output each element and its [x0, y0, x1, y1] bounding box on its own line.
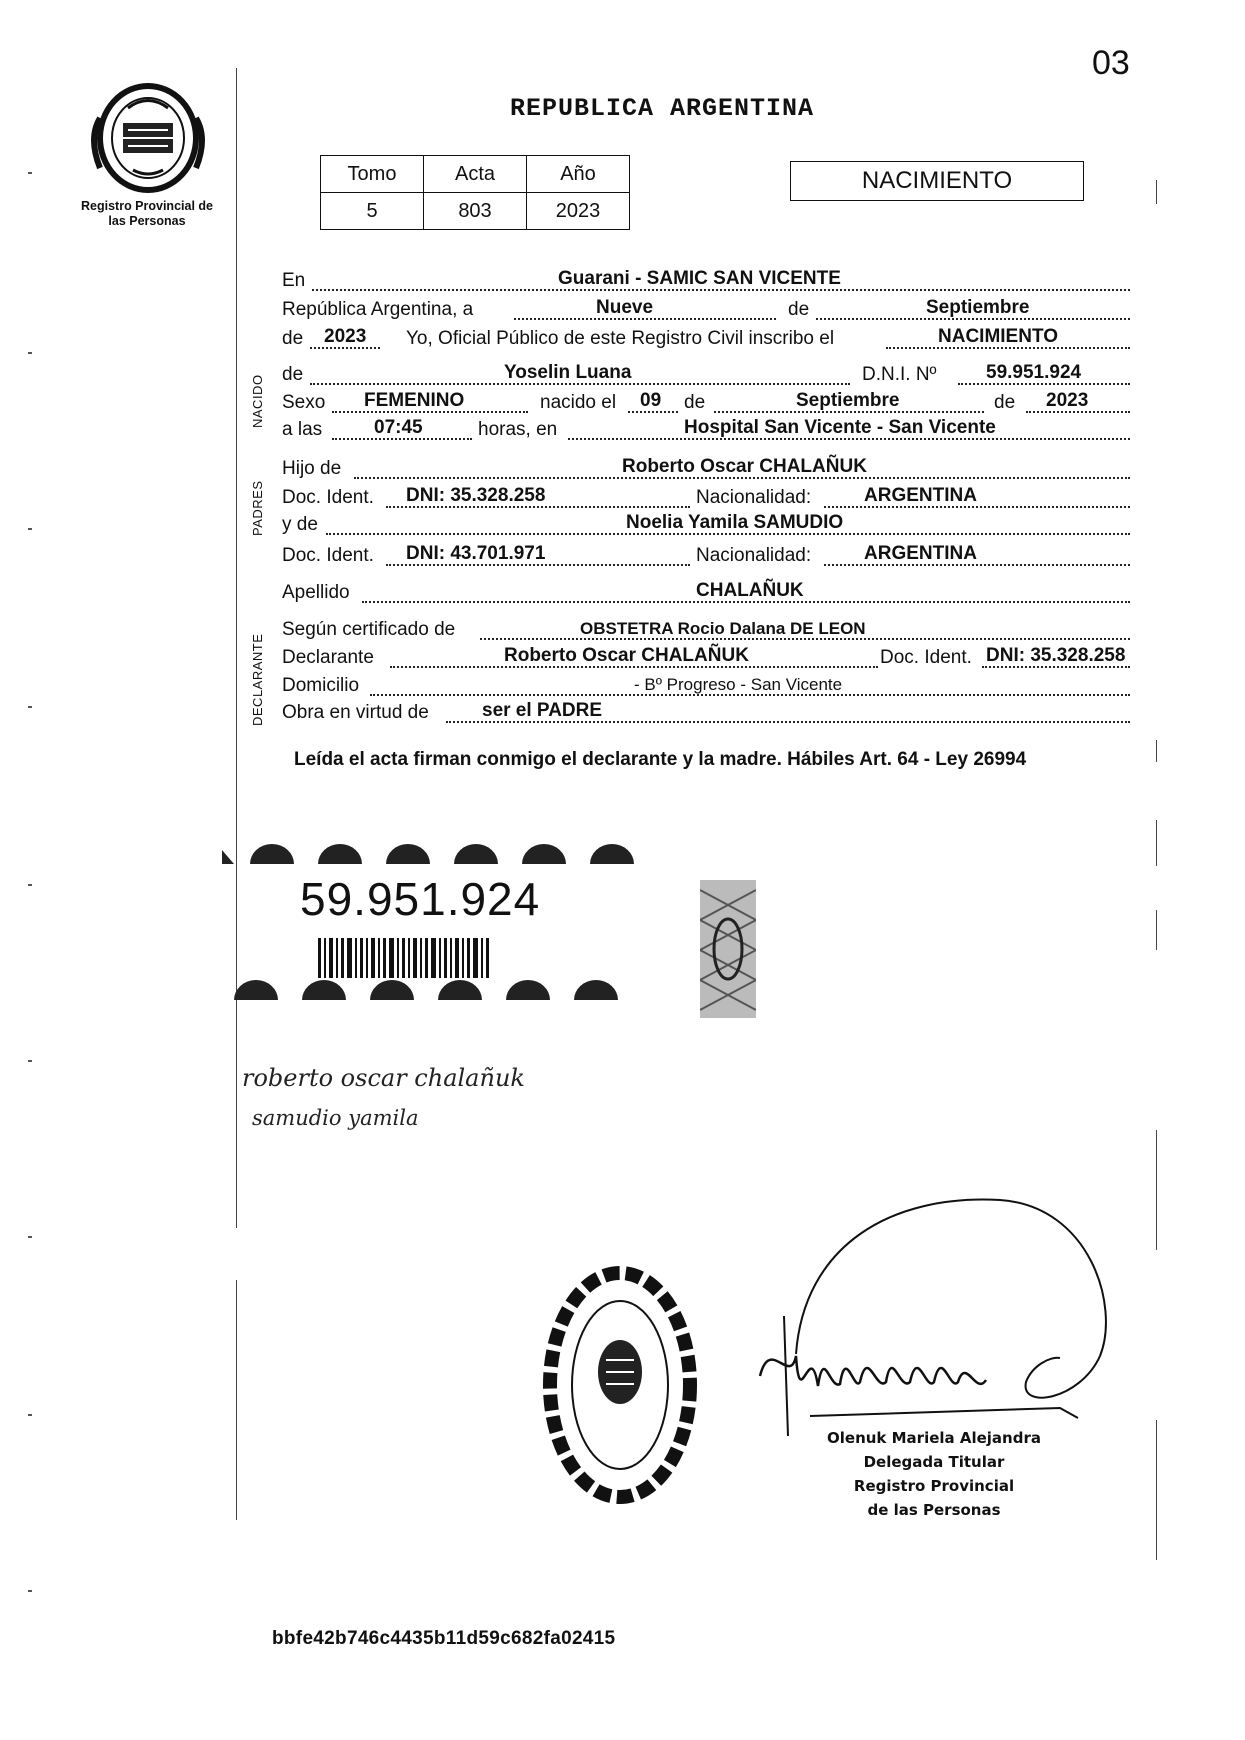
label-de-anio: de	[282, 328, 304, 349]
label-segun: Según certificado de	[282, 619, 456, 640]
act-type-box: NACIMIENTO	[790, 161, 1084, 201]
margin-rule-lower	[236, 1280, 237, 1520]
value-dia-nacimiento: 09	[640, 390, 662, 411]
document-hash: bbfe42b746c4435b11d59c682fa02415	[272, 1628, 616, 1649]
label-dni: D.N.I. Nº	[862, 364, 937, 385]
right-margin-mark	[1156, 910, 1157, 950]
official-office-2: de las Personas	[867, 1501, 1001, 1519]
row-declarante	[282, 645, 1130, 671]
official-round-stamp	[540, 1260, 700, 1510]
row-madre	[282, 512, 1130, 538]
row-padre	[282, 456, 1130, 482]
margin-tick	[28, 884, 32, 886]
value-sexo: FEMENINO	[364, 390, 465, 411]
row-sexo	[282, 390, 1130, 416]
label-horas-en: horas, en	[478, 419, 558, 440]
label-madre-nacionalidad: Nacionalidad:	[696, 545, 812, 566]
value-certificado: OBSTETRA Rocio Dalana DE LEON	[580, 619, 866, 638]
margin-tick	[28, 1060, 32, 1062]
value-obra: ser el PADRE	[482, 700, 603, 721]
register-header-tomo: Tomo	[321, 156, 424, 193]
margin-tick	[28, 706, 32, 708]
value-hora: 07:45	[374, 417, 423, 438]
row-hora-lugar	[282, 417, 1130, 443]
value-dni: 59.951.924	[986, 362, 1082, 383]
hologram-stamp	[700, 880, 756, 1018]
label-nacido-el: nacido el	[540, 392, 617, 413]
value-anio-inscripcion: 2023	[324, 326, 367, 347]
register-value-acta: 803	[424, 193, 527, 230]
row-acto	[282, 326, 1130, 352]
section-label-padres: PADRES	[250, 480, 265, 536]
label-declarante: Declarante	[282, 647, 374, 668]
margin-tick	[28, 1236, 32, 1238]
handwritten-signature-father: roberto oscar chalañuk	[242, 1064, 525, 1092]
margin-tick	[28, 528, 32, 530]
label-de-nombre: de	[282, 364, 304, 385]
value-dia-inscripcion: Nueve	[596, 297, 654, 318]
section-label-declarante: DECLARANTE	[250, 633, 265, 726]
value-domicilio: - Bº Progreso - San Vicente	[634, 675, 843, 694]
margin-tick	[28, 1590, 32, 1592]
provincial-seal-logo	[78, 78, 218, 198]
right-margin-mark	[1156, 1420, 1157, 1560]
label-declarante-doc: Doc. Ident.	[880, 647, 972, 668]
register-header-acta: Acta	[424, 156, 527, 193]
document-title: REPUBLICA ARGENTINA	[510, 94, 815, 123]
official-office-1: Registro Provincial	[853, 1477, 1015, 1495]
row-fecha-inscripcion	[282, 297, 1130, 323]
value-lugar-nacimiento: Hospital San Vicente - San Vicente	[684, 417, 996, 438]
page-number: 03	[1092, 44, 1130, 82]
label-hijo-de: Hijo de	[282, 458, 342, 479]
handwritten-signature-mother: samudio yamila	[252, 1106, 419, 1130]
row-certificado	[282, 617, 1130, 643]
value-padre-nacionalidad: ARGENTINA	[864, 485, 977, 506]
official-role: Delegada Titular	[863, 1453, 1005, 1471]
label-madre-doc: Doc. Ident.	[282, 545, 374, 566]
right-margin-mark	[1156, 1130, 1157, 1250]
register-table	[320, 155, 630, 230]
legal-text: Leída el acta firman conmigo el declarante y la madre. Hábiles Art. 64 - Ley 26994	[294, 749, 1027, 770]
value-acto: NACIMIENTO	[938, 326, 1058, 347]
label-apellido: Apellido	[282, 582, 350, 603]
right-margin-mark	[1156, 180, 1157, 204]
row-madre-doc	[282, 543, 1130, 569]
register-value-tomo: 5	[321, 193, 424, 230]
label-padre-doc: Doc. Ident.	[282, 487, 374, 508]
label-republica: República Argentina, a	[282, 299, 474, 320]
value-padre: Roberto Oscar CHALAÑUK	[622, 456, 867, 477]
value-lugar: Guarani - SAMIC SAN VICENTE	[558, 268, 841, 289]
row-obra	[282, 700, 1130, 726]
label-y-de: y de	[282, 514, 318, 535]
right-margin-mark	[1156, 820, 1157, 866]
value-anio-nacimiento: 2023	[1046, 390, 1089, 411]
value-mes-inscripcion: Septiembre	[926, 297, 1030, 318]
margin-tick	[28, 172, 32, 174]
label-de2: de	[684, 392, 706, 413]
official-name: Olenuk Mariela Alejandra	[827, 1429, 1041, 1447]
row-nombre	[282, 362, 1130, 388]
value-nombre: Yoselin Luana	[504, 362, 632, 383]
register-value-anio: 2023	[527, 193, 630, 230]
official-block	[814, 1426, 1054, 1522]
row-padre-doc	[282, 485, 1130, 511]
label-domicilio: Domicilio	[282, 675, 360, 696]
row-lugar	[282, 268, 1130, 294]
dni-label-pattern	[222, 840, 667, 1020]
label-de3: de	[994, 392, 1016, 413]
value-madre: Noelia Yamila SAMUDIO	[626, 512, 844, 533]
label-obra: Obra en virtud de	[282, 702, 429, 723]
label-sexo: Sexo	[282, 392, 326, 413]
value-declarante-doc: DNI: 35.328.258	[986, 645, 1126, 666]
margin-tick	[28, 1414, 32, 1416]
official-signature	[700, 1186, 1120, 1446]
row-domicilio	[282, 673, 1130, 699]
value-madre-nacionalidad: ARGENTINA	[864, 543, 977, 564]
value-mes-nacimiento: Septiembre	[796, 390, 900, 411]
right-margin-mark	[1156, 740, 1157, 762]
margin-tick	[28, 352, 32, 354]
value-padre-doc: DNI: 35.328.258	[406, 485, 546, 506]
label-de: de	[788, 299, 810, 320]
label-en: En	[282, 270, 306, 291]
row-apellido	[282, 580, 1130, 606]
value-madre-doc: DNI: 43.701.971	[406, 543, 546, 564]
value-apellido: CHALAÑUK	[696, 580, 804, 601]
margin-rule	[236, 68, 237, 1228]
value-declarante: Roberto Oscar CHALAÑUK	[504, 645, 749, 666]
dni-label-number: 59.951.924	[300, 873, 541, 925]
label-yo: Yo, Oficial Público de este Registro Civil inscribo el	[406, 328, 835, 349]
label-padre-nacionalidad: Nacionalidad:	[696, 487, 812, 508]
register-header-anio: Año	[527, 156, 630, 193]
label-a-las: a las	[282, 419, 323, 440]
agency-caption: Registro Provincial de las Personas	[81, 199, 213, 228]
barcode	[318, 938, 489, 978]
section-label-nacido: NACIDO	[250, 374, 265, 428]
